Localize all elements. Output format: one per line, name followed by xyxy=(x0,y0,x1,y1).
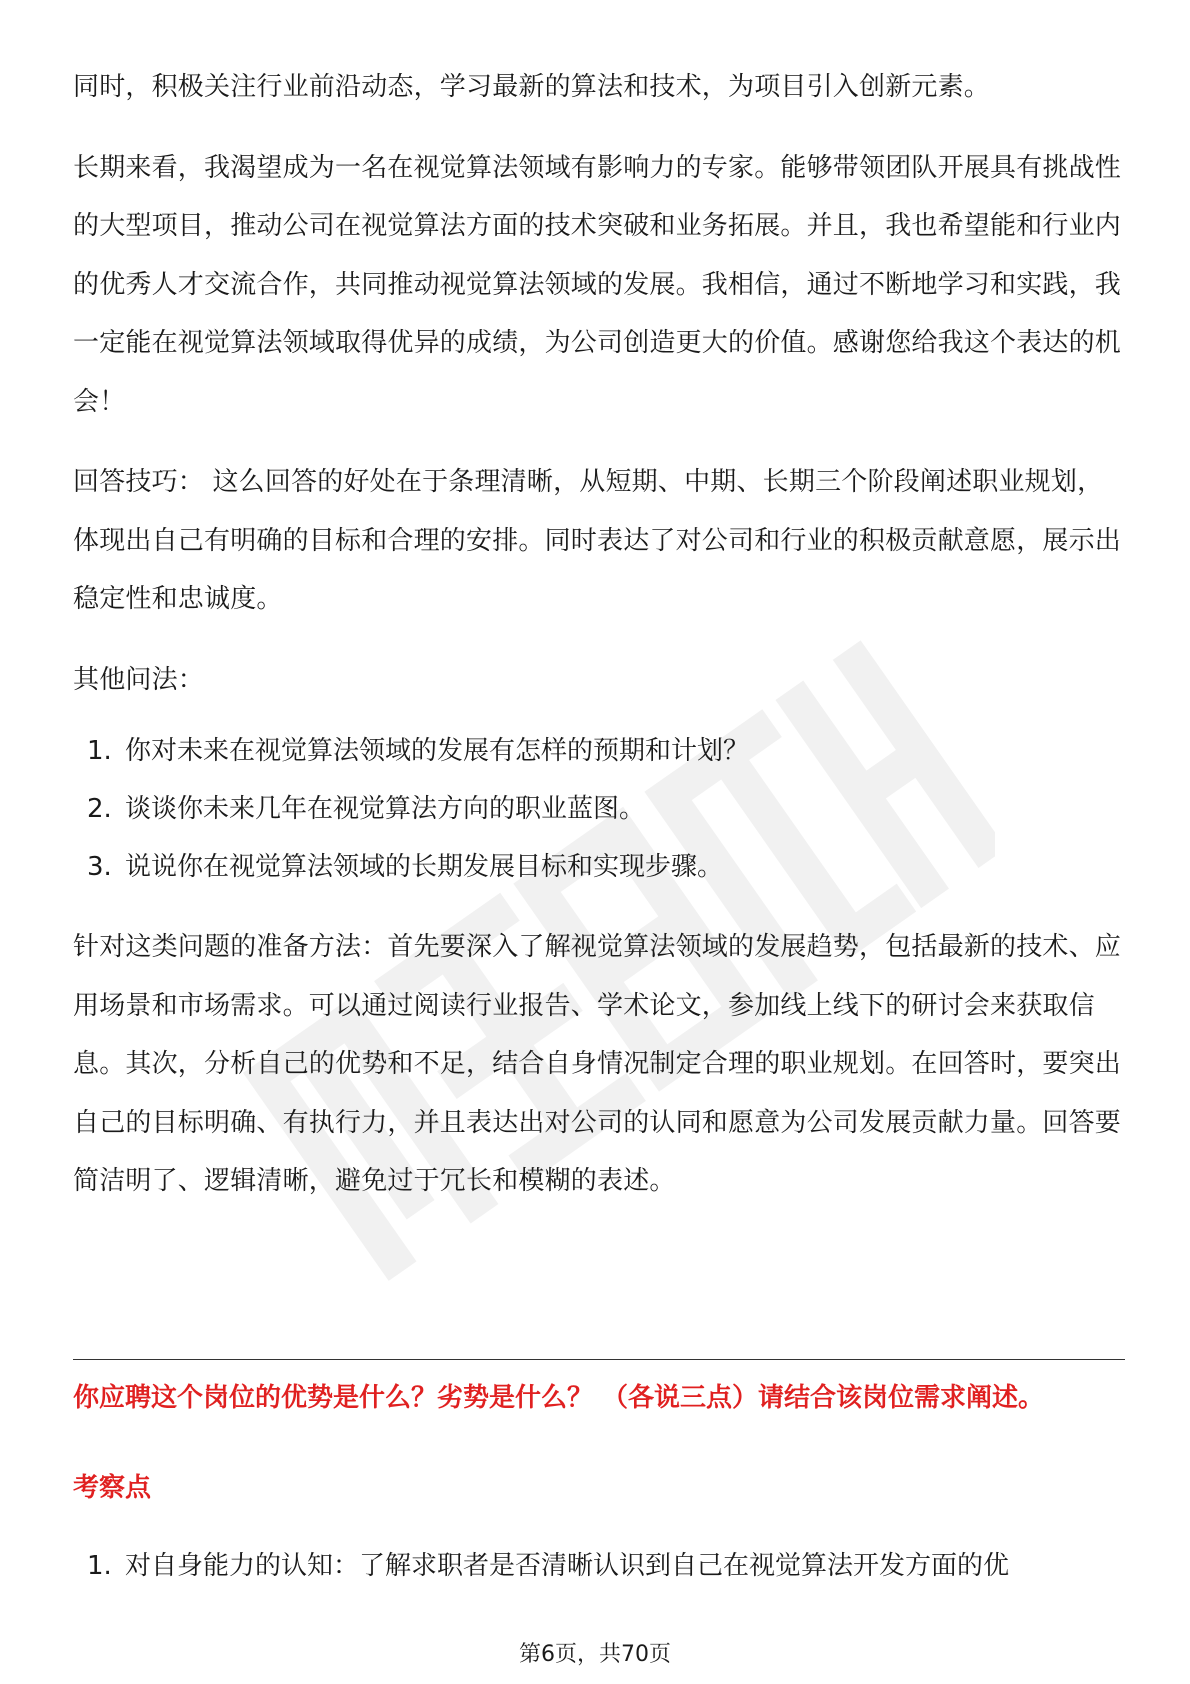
assessment-points-heading: 考察点 xyxy=(73,1473,152,1503)
paragraph-innovation: 同时，积极关注行业前沿动态，学习最新的算法和技术，为项目引入创新元素。 xyxy=(73,72,991,102)
paragraph-long-term: 长期来看，我渴望成为一名在视觉算法领域有影响力的专家。能够带领团队开展具有挑战性的大型项目，推动公司在视觉算法方面的技术突破和业务拓展。并且，我也希望能和行业内的优秀人才交流合作，共同推动视觉算法领域的发展。我相信，通过不断地学习和实践，我一定能在视觉算法领域取得优异的成绩，为公司创造更大的价值。感谢您给我这个表达的机会！ xyxy=(73,152,1122,417)
list-item: 1. 对自身能力的认知：了解求职者是否清晰认识到自己在视觉算法开发方面的优 xyxy=(87,1551,1010,1581)
assessment-points-list xyxy=(73,1537,1125,1595)
list-item: 1. 你对未来在视觉算法领域的发展有怎样的预期和计划？ xyxy=(87,736,750,766)
paragraph-preparation-method: 针对这类问题的准备方法：首先要深入了解视觉算法领域的发展趋势，包括最新的技术、应用场景和市场需求。可以通过阅读行业报告、学术论文，参加线上线下的研讨会来获取信息。其次，分析自己的优势和不足，结合自身情况制定合理的职业规划。在回答时，要突出自己的目标明确、有执行力，并且表达出对公司的认同和愿意为公司发展贡献力量。回答要简洁明了、逻辑清晰，避免过于冗长和模糊的表述。 xyxy=(73,932,1122,1196)
question-heading: 你应聘这个岗位的优势是什么？劣势是什么？ （各说三点）请结合该岗位需求阐述。 xyxy=(73,1383,1045,1413)
list-item: 2. 谈谈你未来几年在视觉算法方向的职业蓝图。 xyxy=(87,794,646,824)
document-body xyxy=(73,58,1125,1211)
page-number: 第6页，共70页 xyxy=(519,1642,671,1667)
paragraph-other-phrasings-label: 其他问法： xyxy=(73,664,205,695)
paragraph-answer-tip: 回答技巧： 这么回答的好处在于条理清晰，从短期、中期、长期三个阶段阐述职业规划，体现出自己有明确的目标和合理的安排。同时表达了对公司和行业的积极贡献意愿，展示出稳定性和忠诚度。 xyxy=(73,467,1122,614)
section-divider xyxy=(73,1359,1125,1360)
list-item: 3. 说说你在视觉算法领域的长期发展目标和实现步骤。 xyxy=(87,852,724,882)
other-questions-list xyxy=(73,722,1125,896)
